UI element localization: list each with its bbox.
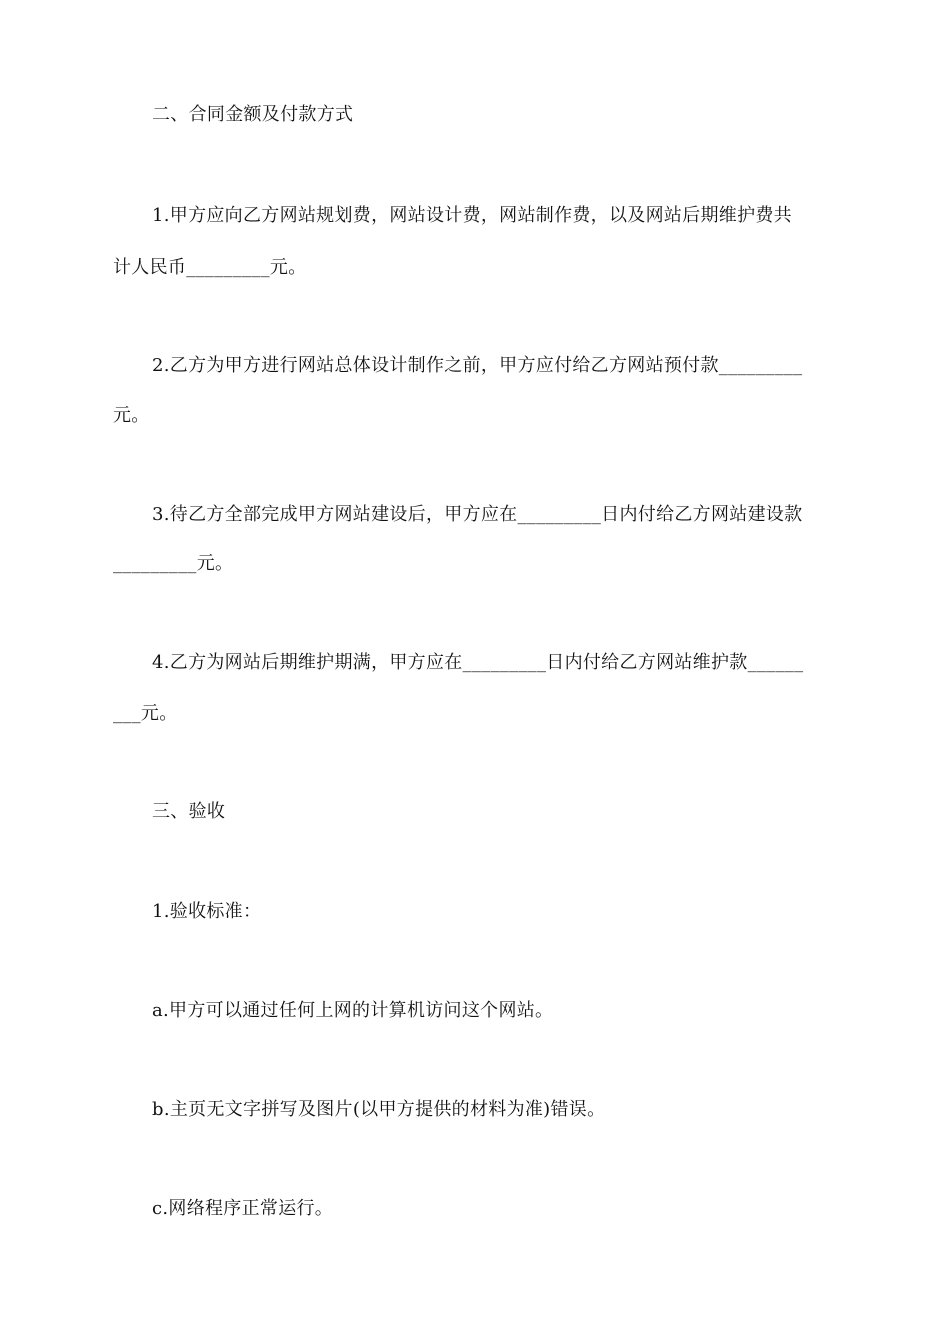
payment-item-1-line-1: 1.甲方应向乙方网站规划费，网站设计费，网站制作费，以及网站后期维护费共 [152, 205, 792, 226]
acceptance-item-c: c.网络程序正常运行。 [152, 1198, 334, 1219]
payment-item-3-line-2: _________元。 [113, 553, 234, 574]
payment-item-3-line-1: 3.待乙方全部完成甲方网站建设后，甲方应在_________日内付给乙方网站建设款 [152, 504, 803, 525]
payment-item-4-line-1: 4.乙方为网站后期维护期满，甲方应在_________日内付给乙方网站维护款______ [152, 652, 804, 673]
acceptance-item-a: a.甲方可以通过任何上网的计算机访问这个网站。 [152, 1000, 554, 1021]
section-heading-acceptance: 三、验收 [152, 801, 226, 822]
payment-item-2-line-1: 2.乙方为甲方进行网站总体设计制作之前，甲方应付给乙方网站预付款_________ [152, 355, 803, 376]
section-heading-payment: 二、合同金额及付款方式 [152, 104, 354, 125]
payment-item-1-line-2: 计人民币_________元。 [113, 257, 307, 278]
payment-item-2-line-2: 元。 [113, 405, 150, 426]
acceptance-standard-label: 1.验收标准： [152, 901, 262, 922]
acceptance-item-b: b.主页无文字拼写及图片(以甲方提供的材料为准)错误。 [152, 1099, 606, 1120]
payment-item-4-line-2: ___元。 [113, 703, 178, 724]
